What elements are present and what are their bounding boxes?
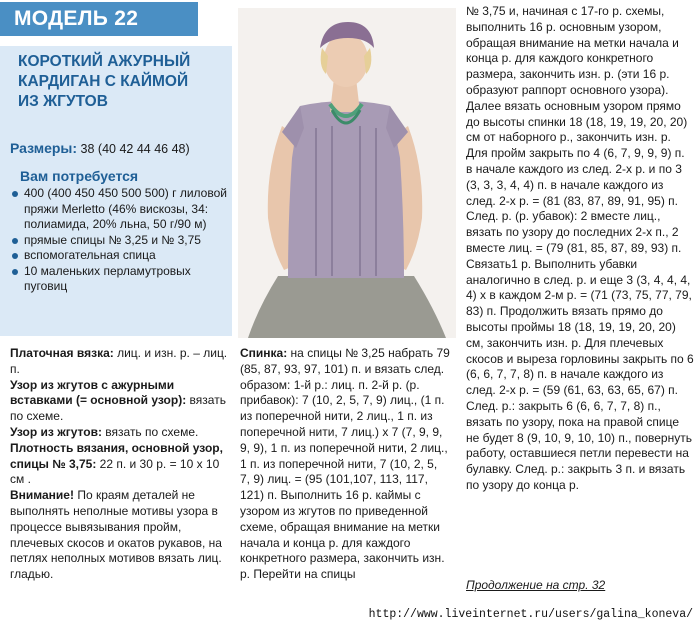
column-1 [10,346,228,583]
paragraph [240,346,450,583]
materials-list [10,186,228,295]
column-2 [240,346,450,583]
term-text: 22 п. и 30 р. = 10 х 10 см . [10,456,220,487]
material-text: вспомогательная спица [24,248,156,262]
paragraph [10,378,228,425]
term-text: вязать по схеме. [10,393,226,424]
material-text: 10 маленьких перламутровых пуговиц [24,263,191,293]
paragraph [10,346,228,378]
term-label: Узор из жгутов: [10,424,102,439]
list-item [10,248,228,264]
paragraph [10,425,228,441]
sizes-label: Размеры: [10,140,78,156]
bullet-icon [12,269,18,275]
term-label: Платочная вязка: [10,346,114,360]
source-url: http://www.liveinternet.ru/users/galina_koneva/ [368,608,693,621]
paragraph: № 3,75 и, начиная с 17-го р. схемы, выполнить 16 р. основным узором, обращая внимание на метки начала и конца р. для каждого конкретного размера, закончить изн. р. (эти 16 р. образуют раппорт основного узора). Далее вязать основным узором прямо до высоты спинки 18 (18, 19, 19, 20, 20) см от наборного р., закончить изн. р. Для пройм закрыть по 4 (6, 7, 9, 9, 9) п. в начале каждого из след. 2-х р. и по 3 (3, 3, 3, 4, 4) п. в начале каждого из след. 2-х р. = (81 (83, 87, 89, 91, 95) п. След. р. (р. убавок): 2 вместе лиц., вязать по узору до последних 2-х п., 2 вместе лиц. = (79 (81, 85, 87, 89, 93) п. Связать1 р. Выполнить убавки аналогично в след. р. и еще 3 (3, 4, 4, 4, 4) х в каждом 2-м р. = (71 (73, 75, 77, 79, 83) п. Продолжить вязать прямо до высоты проймы 18 (18, 19, 19, 20, 20) см, закончить изн. р. Для плечевых скосов и выреза горловины закрыть по 6 (6, 6, 7, 7, 8) п. в начале каждого из след. 2-х р. = (59 (61, 63, 63, 65, 67) п. След. р.: закрыть 6 (6, 6, 7, 7, 8) п., вязать по узору, пока на правой спице не будет 8 (9, 10, 9, 10, 10) п., повернуть работу, оставшиеся петли перевести на булавку. След. р.: закрыть 3 п. и вязать по узору до конца р. [466,4,694,492]
term-label: Внимание! [10,488,74,503]
bullet-icon [12,238,18,244]
model-photo-illustration [238,8,456,338]
material-text: 400 (400 450 450 500 500) г лиловой пряжи Merletto (46% вискозы, 34: полиамида, 20% льна, 50 г/90 м) [24,186,227,231]
bullet-icon [12,191,18,197]
title-line: ИЗ ЖГУТОВ [18,93,108,110]
list-item [10,233,228,249]
title-line: КОРОТКИЙ АЖУРНЫЙ [18,53,191,70]
materials-heading: Вам потребуется [20,168,139,184]
model-photo [238,8,456,338]
title-line: КАРДИГАН С КАЙМОЙ [18,73,189,90]
sizes-value: 38 (40 42 44 46 48) [80,142,190,156]
column-3 [466,4,694,494]
term-text: на спицы № 3,25 набрать 79 (85, 87, 93, 97, 101) п. и вязать след. образом: 1-й р.: лиц. п. 2-й р. (р. прибавок): 7 (10, 2, 5, 7, 9) лиц., (1 п. из поперечной нити, 2 лиц., 1 п. из поперечной нити, 7 лиц.) х 7 (7, 9, 9, 9, 9), 1 п. из поперечной нити, 2 лиц., 1 п. из поперечной нити, 7 (10, 2, 5, 7, 9) лиц. = (95 (101,107, 113, 117, 121) п. Выполнить 16 р. каймы с узором из жгутов по приведенной схеме, обращая внимание на метки начала и конца р. для каждого конкретного размера, закончить изн. р. Перейти на спицы [240,346,450,582]
term-text: лиц. и изн. р. – лиц. п. [10,346,228,376]
pattern-title [18,52,218,112]
material-text: прямые спицы № 3,25 и № 3,75 [24,232,201,247]
paragraph [10,488,228,583]
bullet-icon [12,253,18,259]
continuation-link: Продолжение на стр. 32 [466,578,606,592]
list-item [10,186,228,233]
term-text: По краям деталей не выполнять неполные мотивы узора в процессе вывязывания пройм, плечевых скосов и окатов рукавов, на петлях неполных мотивов вязать лиц. гладью. [10,488,222,582]
term-text: вязать по схеме. [101,424,199,439]
sizes [10,140,190,156]
paragraph [10,441,228,488]
term-label: Плотность вязания, основной узор, спицы № 3,75: [10,440,223,471]
term-label: Спинка: [240,346,288,360]
list-item [10,264,228,295]
model-number-tab: МОДЕЛЬ 22 [0,2,198,36]
term-label: Узор из жгутов с ажурными вставками (= основной узор): [10,377,187,408]
